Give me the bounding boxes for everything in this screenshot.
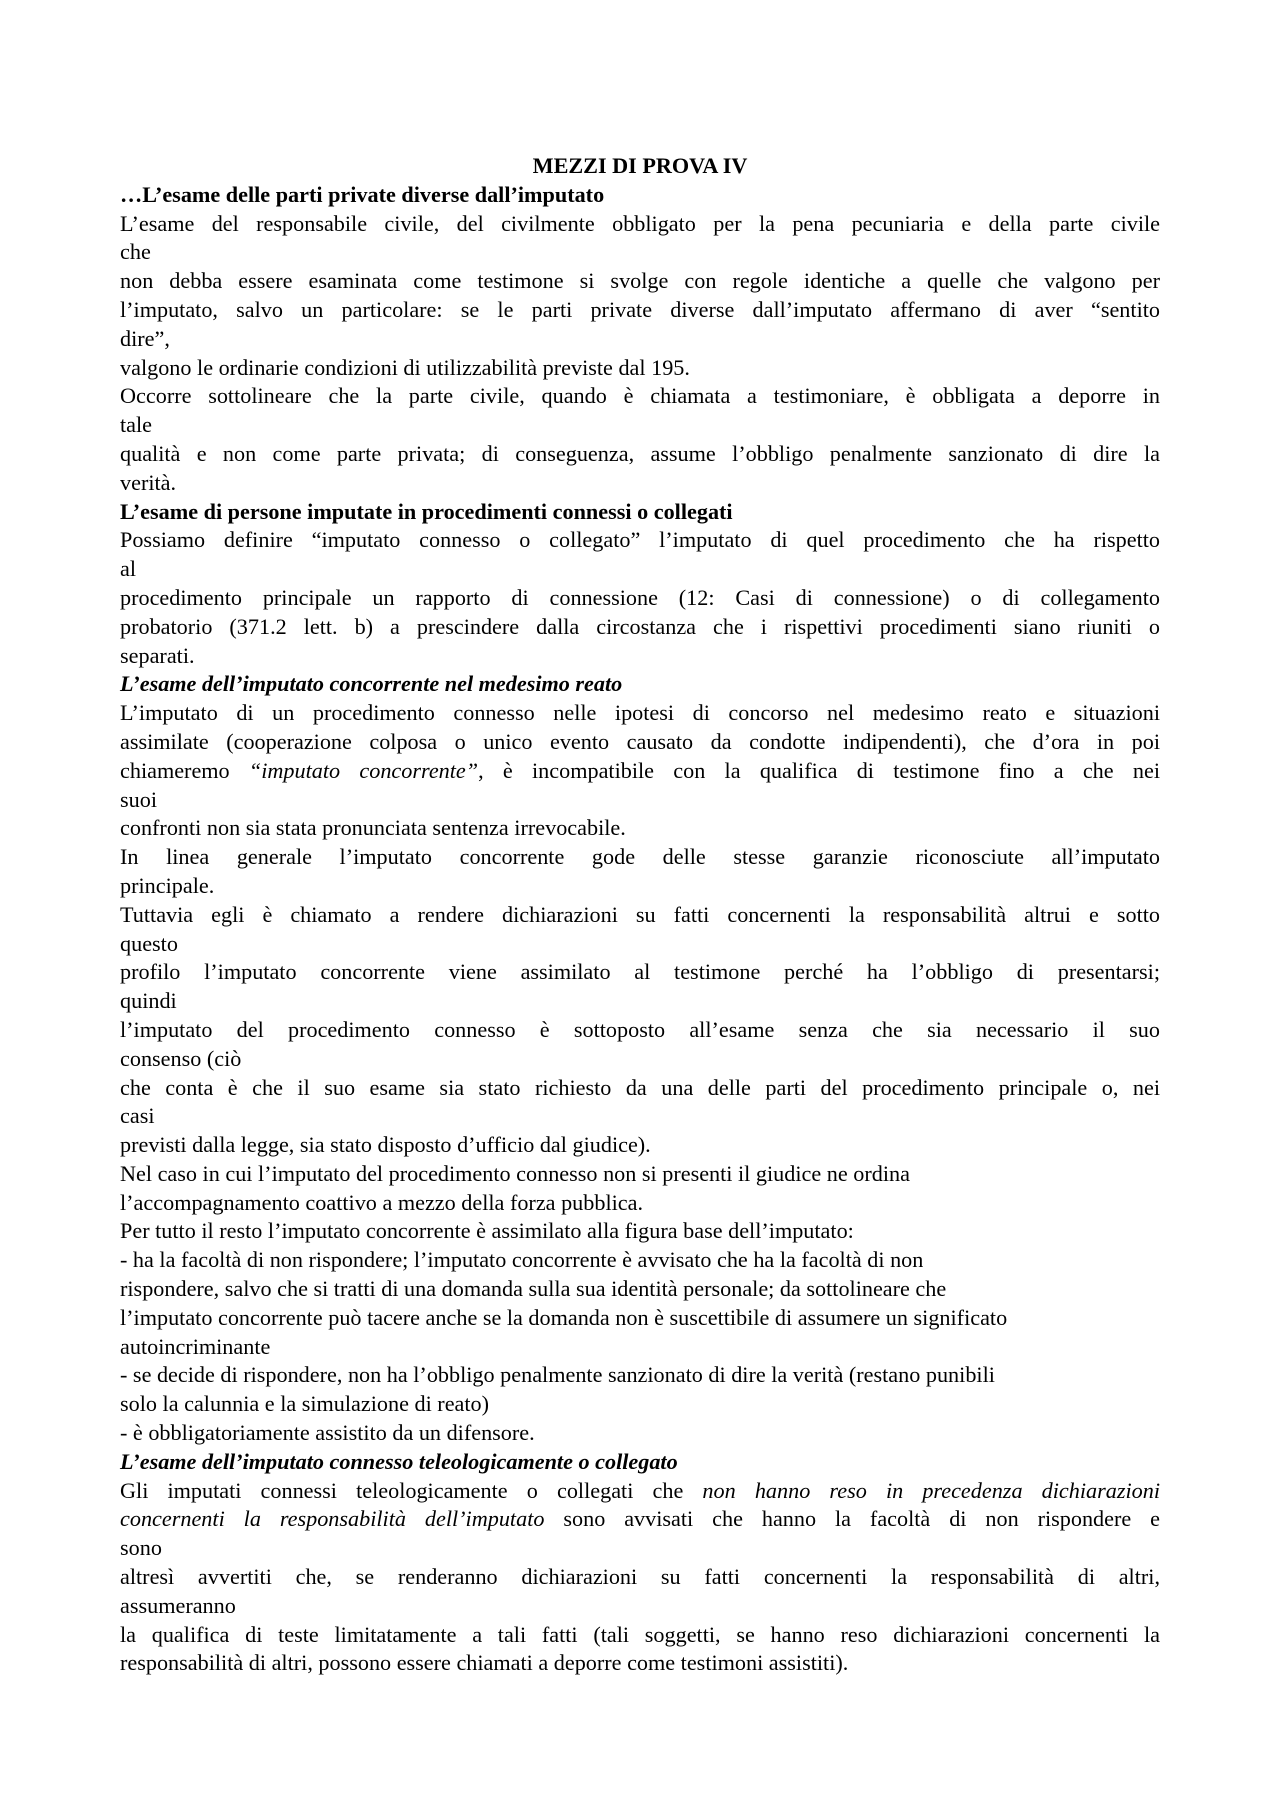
paragraph-line: Occorre sottolineare che la parte civile, quando è chiamata a testimoniare, è obbligata a deporre in bbox=[120, 383, 1160, 409]
paragraph-line: principale. bbox=[120, 872, 215, 898]
paragraph-line: Possiamo definire “imputato connesso o collegato” l’imputato di quel procedimento che ha rispetto bbox=[120, 527, 1160, 553]
paragraph-line: al bbox=[120, 556, 137, 582]
paragraph-line: casi bbox=[120, 1103, 155, 1129]
paragraph-line: che bbox=[120, 239, 151, 265]
list-item-line: rispondere, salvo che si tratti di una domanda sulla sua identità personale; da sottolineare che bbox=[120, 1276, 947, 1302]
document-body bbox=[120, 152, 1160, 1678]
paragraph-line: altresì avvertiti che, se renderanno dichiarazioni su fatti concernenti la responsabilità di altri, bbox=[120, 1564, 1160, 1590]
paragraph-line: qualità e non come parte privata; di conseguenza, assume l’obbligo penalmente sanzionato di dire la bbox=[120, 440, 1160, 466]
paragraph-line: previsti dalla legge, sia stato disposto d’ufficio dal giudice). bbox=[120, 1132, 651, 1158]
text-run: Gli imputati connessi teleologicamente o collegati che bbox=[120, 1477, 703, 1503]
paragraph-line: separati. bbox=[120, 642, 195, 668]
paragraph-line: dire”, bbox=[120, 325, 170, 351]
text-run: chiameremo bbox=[120, 757, 249, 783]
paragraph-line: Nel caso in cui l’imputato del procedimento connesso non si presenti il giudice ne ordina bbox=[120, 1160, 910, 1186]
paragraph-line: probatorio (371.2 lett. b) a prescindere dalla circostanza che i rispettivi procedimenti siano riuniti o bbox=[120, 613, 1160, 639]
paragraph-line: consenso (ciò bbox=[120, 1045, 242, 1071]
paragraph-line: l’accompagnamento coattivo a mezzo della forza pubblica. bbox=[120, 1189, 644, 1215]
paragraph-line: sono bbox=[120, 1535, 162, 1561]
paragraph-line: valgono le ordinarie condizioni di utilizzabilità previste dal 195. bbox=[120, 354, 690, 380]
paragraph-line: verità. bbox=[120, 469, 177, 495]
list-item-line: solo la calunnia e la simulazione di reato) bbox=[120, 1391, 490, 1417]
list-item-line: l’imputato concorrente può tacere anche se la domanda non è suscettibile di assumere un significato bbox=[120, 1304, 1008, 1330]
paragraph-line: l’imputato, salvo un particolare: se le parti private diverse dall’imputato affermano di aver “sentito bbox=[120, 296, 1160, 322]
paragraph-line: non debba essere esaminata come testimone si svolge con regole identiche a quelle che valgono per bbox=[120, 268, 1160, 294]
paragraph-line bbox=[120, 757, 1160, 786]
list-item-line: - è obbligatoriamente assistito da un difensore. bbox=[120, 1420, 535, 1446]
list-item-line: - ha la facoltà di non rispondere; l’imputato concorrente è avvisato che ha la facoltà di non bbox=[120, 1247, 924, 1273]
page-title: MEZZI DI PROVA IV bbox=[532, 153, 748, 178]
paragraph-line: quindi bbox=[120, 988, 177, 1014]
paragraph-line: assimilate (cooperazione colposa o unico evento causato da condotte indipendenti), che d’ora in poi bbox=[120, 728, 1160, 754]
text-run: sono avvisati che hanno la facoltà di non rispondere e bbox=[544, 1506, 1161, 1532]
paragraph-line: In linea generale l’imputato concorrente gode delle stesse garanzie riconosciute all’imputato bbox=[120, 844, 1160, 870]
italic-term: “imputato concorrente” bbox=[248, 757, 479, 783]
paragraph-line: procedimento principale un rapporto di connessione (12: Casi di connessione) o di collegamento bbox=[120, 584, 1160, 610]
italic-phrase: non hanno reso in precedenza dichiarazioni bbox=[702, 1477, 1160, 1503]
section-heading-imputati-connessi: L’esame di persone imputate in procedimenti connessi o collegati bbox=[120, 498, 733, 524]
paragraph-line: L’esame del responsabile civile, del civilmente obbligato per la pena pecuniaria e della parte civile bbox=[120, 210, 1160, 236]
section-heading-parti-private: …L’esame delle parti private diverse dall’imputato bbox=[120, 181, 605, 207]
italic-phrase: concernenti la responsabilità dell’imputato bbox=[120, 1506, 545, 1532]
paragraph-line: tale bbox=[120, 412, 153, 438]
list-item-line: - se decide di rispondere, non ha l’obbligo penalmente sanzionato di dire la verità (restano punibili bbox=[120, 1362, 995, 1388]
paragraph-line: responsabilità di altri, possono essere chiamati a deporre come testimoni assistiti). bbox=[120, 1650, 849, 1676]
paragraph-line: l’imputato del procedimento connesso è sottoposto all’esame senza che sia necessario il suo bbox=[120, 1016, 1160, 1042]
paragraph-line: assumeranno bbox=[120, 1592, 236, 1618]
paragraph-line: suoi bbox=[120, 786, 157, 812]
paragraph-line: questo bbox=[120, 930, 178, 956]
text-run: , è incompatibile con la qualifica di testimone fino a che nei bbox=[478, 757, 1160, 783]
paragraph-line: confronti non sia stata pronunciata sentenza irrevocabile. bbox=[120, 815, 626, 841]
paragraph-line: che conta è che il suo esame sia stato richiesto da una delle parti del procedimento principale o, nei bbox=[120, 1074, 1160, 1100]
paragraph-line bbox=[120, 1505, 1160, 1534]
section-heading-connesso-teleologicamente: L’esame dell’imputato connesso teleologicamente o collegato bbox=[120, 1448, 678, 1474]
paragraph-line: la qualifica di teste limitatamente a tali fatti (tali soggetti, se hanno reso dichiarazioni concernenti la bbox=[120, 1621, 1160, 1647]
list-item-line: autoincriminante bbox=[120, 1333, 271, 1359]
paragraph-line: Per tutto il resto l’imputato concorrente è assimilato alla figura base dell’imputato: bbox=[120, 1218, 854, 1244]
paragraph-line: Tuttavia egli è chiamato a rendere dichiarazioni su fatti concernenti la responsabilità altrui e sotto bbox=[120, 901, 1160, 927]
paragraph-line: profilo l’imputato concorrente viene assimilato al testimone perché ha l’obbligo di presentarsi; bbox=[120, 959, 1160, 985]
paragraph-line: L’imputato di un procedimento connesso nelle ipotesi di concorso nel medesimo reato e situazioni bbox=[120, 700, 1160, 726]
paragraph-line bbox=[120, 1477, 1160, 1506]
section-heading-imputato-concorrente: L’esame dell’imputato concorrente nel medesimo reato bbox=[120, 671, 623, 697]
